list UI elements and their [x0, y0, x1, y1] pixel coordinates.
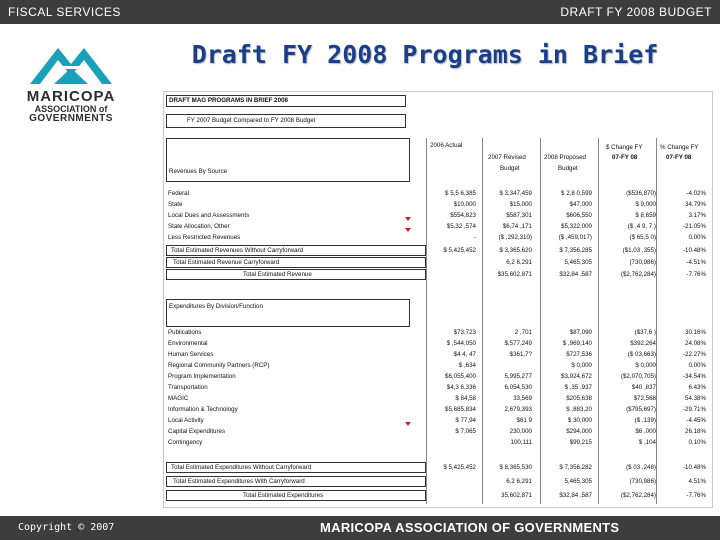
- cell-chg-dollar: (730,986): [629, 478, 656, 485]
- cell-revised: 6,054,530: [504, 384, 532, 391]
- comment-marker: [405, 228, 411, 232]
- cell-chg-pct: 0.10%: [688, 439, 706, 446]
- cell-chg-dollar: $ ,104: [638, 439, 656, 446]
- table-row: [166, 477, 710, 486]
- cell-chg-dollar: $ 9,000: [635, 201, 656, 208]
- cell-revised: $,577,249: [504, 340, 532, 347]
- col-chg-dollar-1: $ Change FY: [606, 144, 643, 151]
- cell-revised: 100,111: [510, 439, 532, 446]
- col-proposed-1: 2008 Proposed: [544, 154, 586, 161]
- cell-chg-pct: 24.08%: [685, 340, 706, 347]
- cell-revised: 230,000: [509, 428, 532, 435]
- copyright: Copyright © 2007: [18, 522, 115, 533]
- section-label: FISCAL SERVICES: [8, 5, 121, 19]
- cell-chg-pct: -4.02%: [686, 190, 706, 197]
- cell-proposed: $99,215: [569, 439, 592, 446]
- table-row: [166, 372, 710, 381]
- cell-revised: 35,602,871: [501, 492, 532, 499]
- cell-revised: 2 ,701: [514, 329, 532, 336]
- cell-proposed: $205,638: [566, 395, 592, 402]
- cell-chg-pct: -10.48%: [682, 464, 706, 471]
- cell-proposed: $ 0,000: [571, 362, 592, 369]
- revenues-title: Revenues By Source: [169, 168, 228, 175]
- cell-chg-pct: 34.79%: [685, 201, 706, 208]
- table-row: [166, 463, 710, 472]
- table-row: [166, 246, 710, 255]
- cell-actual: $10,000: [453, 201, 476, 208]
- cell-proposed: $ 30,000: [567, 417, 592, 424]
- row-label: Federal: [168, 190, 189, 197]
- cell-revised: $6,74 ,171: [502, 223, 532, 230]
- row-label: MAGIC: [168, 395, 189, 402]
- cell-chg-dollar: $ 0,000: [635, 362, 656, 369]
- cell-proposed: $ ,969,140: [562, 340, 592, 347]
- row-label: Total Estimated Expenditures: [243, 492, 324, 499]
- cell-chg-pct: -22.27%: [682, 351, 706, 358]
- row-label: Publications: [168, 329, 202, 336]
- cell-proposed: 5,465,305: [564, 259, 592, 266]
- cell-revised: $ 3,347,459: [499, 190, 532, 197]
- cell-chg-dollar: $6 ,000: [635, 428, 656, 435]
- cell-chg-pct: 0.00%: [688, 362, 706, 369]
- cell-chg-dollar: $392,264: [630, 340, 656, 347]
- col-chg-pct-1: % Change FY: [660, 144, 699, 151]
- col-chg-pct-2: 07-FY 08: [666, 154, 692, 161]
- cell-actual: $ 77,94: [455, 417, 476, 424]
- cell-revised: 2,679,393: [504, 406, 532, 413]
- row-label: Local Activity: [168, 417, 204, 424]
- cell-proposed: 5,465,305: [564, 478, 592, 485]
- sheet-heading: DRAFT MAG PROGRAMS IN BRIEF 2008: [169, 97, 288, 104]
- row-label: Human Services: [168, 351, 214, 358]
- cell-proposed: $ ,35 ,937: [564, 384, 592, 391]
- row-label: Total Estimated Expenditures With Carryforward: [173, 478, 305, 485]
- cell-proposed: $ 7,356,285: [559, 247, 592, 254]
- cell-chg-pct: 6.43%: [688, 384, 706, 391]
- logo-line-1: MARICOPA: [26, 88, 116, 105]
- cell-chg-dollar: $40 ,837: [631, 384, 656, 391]
- cell-revised: $ 8,365,530: [499, 464, 532, 471]
- cell-proposed: $47,000: [569, 201, 592, 208]
- row-label: Capital Expenditures: [168, 428, 226, 435]
- cell-proposed: $32,84 ,587: [559, 492, 592, 499]
- table-row: [166, 361, 710, 370]
- table-row: [166, 270, 710, 279]
- cell-chg-pct: 3.17%: [688, 212, 706, 219]
- cell-chg-pct: 54.38%: [685, 395, 706, 402]
- comment-marker: [405, 217, 411, 221]
- cell-chg-dollar: ($1,03 ,355): [622, 247, 656, 254]
- cell-revised: $587,301: [506, 212, 532, 219]
- table-row: [166, 222, 710, 231]
- cell-actual: $6,055,400: [445, 373, 476, 380]
- row-label: Contingency: [168, 439, 203, 446]
- table-row: [166, 339, 710, 348]
- row-label: Less Restricted Revenues: [168, 234, 241, 241]
- cell-revised: $361,7?: [509, 351, 532, 358]
- cell-revised: $35,602,871: [497, 271, 532, 278]
- cell-proposed: $ 2,8 0,599: [561, 190, 592, 197]
- table-row: [166, 416, 710, 425]
- cell-proposed: $ 7,356,282: [559, 464, 592, 471]
- cell-revised: 6,2 6,291: [506, 259, 532, 266]
- table-row: [166, 328, 710, 337]
- cell-chg-dollar: ($ 03,663): [627, 351, 656, 358]
- col-proposed-2: Budget: [558, 165, 578, 172]
- cell-chg-pct: -4.45%: [686, 417, 706, 424]
- cell-proposed: ($ ,459,017): [558, 234, 592, 241]
- budget-spreadsheet: [163, 91, 713, 508]
- row-label: State Allocation, Other: [168, 223, 230, 230]
- cell-proposed: $32,84 ,587: [559, 271, 592, 278]
- row-label: Total Estimated Expenditures Without Carryforward: [171, 464, 312, 471]
- cell-proposed: $87,090: [569, 329, 592, 336]
- cell-chg-pct: -34.54%: [682, 373, 706, 380]
- cell-revised: 33,569: [513, 395, 532, 402]
- row-label: Total Estimated Revenue: [243, 271, 312, 278]
- cell-chg-dollar: ($ ,139): [634, 417, 656, 424]
- cell-actual: $ ,634: [458, 362, 476, 369]
- cell-proposed: $727,536: [566, 351, 592, 358]
- cell-chg-pct: 0.00%: [688, 234, 706, 241]
- row-label: Program Implementation: [168, 373, 236, 380]
- table-row: [166, 491, 710, 500]
- cell-chg-dollar: ($ 03 ,248): [626, 464, 656, 471]
- cell-proposed: $3,924,672: [561, 373, 592, 380]
- cell-chg-dollar: $72,568: [633, 395, 656, 402]
- cell-actual: $4 4, 47: [453, 351, 476, 358]
- table-row: [166, 189, 710, 198]
- cell-revised: $15,000: [509, 201, 532, 208]
- cell-actual: -: [473, 234, 476, 241]
- budget-label: DRAFT FY 2008 BUDGET: [560, 5, 712, 19]
- cell-chg-dollar: ($2,762,284): [620, 492, 656, 499]
- cell-chg-pct: -4.51%: [686, 259, 706, 266]
- cell-actual: $ 5,5 6,385: [445, 190, 476, 197]
- row-label: Information & Technology: [168, 406, 238, 413]
- row-label: State: [168, 201, 183, 208]
- cell-chg-pct: 30.16%: [685, 329, 706, 336]
- cell-revised: $61 9: [516, 417, 532, 424]
- mountain-logo-icon: [8, 40, 134, 88]
- col-revised-1: 2007 Revised: [488, 154, 526, 161]
- cell-revised: 5,995,277: [504, 373, 532, 380]
- cell-chg-pct: -29.71%: [682, 406, 706, 413]
- col-chg-dollar-2: 07-FY 08: [612, 154, 638, 161]
- cell-actual: $5,32 ,574: [446, 223, 476, 230]
- cell-chg-dollar: ($ 65,5 0): [629, 234, 656, 241]
- comment-marker: [405, 422, 411, 426]
- cell-proposed: $ ,883,20: [566, 406, 592, 413]
- exp-title-box: [166, 299, 410, 327]
- cell-chg-dollar: $ 8,659: [635, 212, 656, 219]
- page-title: Draft FY 2008 Programs in Brief: [191, 40, 659, 69]
- cell-actual: $ 84,58: [455, 395, 476, 402]
- table-row: [166, 211, 710, 220]
- cell-actual: $ 5,425,452: [443, 247, 476, 254]
- table-row: [166, 438, 710, 447]
- footer-org-name: MARICOPA ASSOCIATION OF GOVERNMENTS: [320, 520, 620, 535]
- table-row: [166, 200, 710, 209]
- cell-chg-dollar: ($37,6 ): [634, 329, 656, 336]
- col-revised-2: Budget: [500, 165, 520, 172]
- row-label: Regional Community Partners (RCP): [168, 362, 270, 369]
- cell-actual: $554,823: [450, 212, 476, 219]
- cell-actual: $ ,544,050: [446, 340, 476, 347]
- cell-chg-pct: 4.51%: [688, 478, 706, 485]
- footer-bar: [0, 516, 720, 540]
- sheet-subheading: FY 2007 Budget Compared to FY 2008 Budget: [187, 117, 316, 124]
- cell-chg-dollar: ($ ,4 9, 7 ): [627, 223, 656, 230]
- row-label: Transportation: [168, 384, 208, 391]
- expenditures-title: Expenditures By Division/Function: [169, 303, 263, 310]
- cell-proposed: $606,550: [566, 212, 592, 219]
- table-row: [166, 427, 710, 436]
- table-row: [166, 233, 710, 242]
- table-row: [166, 394, 710, 403]
- cell-chg-dollar: ($2,762,284): [620, 271, 656, 278]
- cell-revised: 6,2 6,291: [506, 478, 532, 485]
- cell-chg-pct: -21.05%: [682, 223, 706, 230]
- cell-chg-pct: -7.76%: [686, 492, 706, 499]
- cell-proposed: $294,000: [566, 428, 592, 435]
- table-row: [166, 383, 710, 392]
- cell-actual: $5,685,834: [445, 406, 476, 413]
- logo-line-2: ASSOCIATION of: [34, 104, 108, 114]
- table-row: [166, 350, 710, 359]
- table-row: [166, 258, 710, 267]
- cell-actual: $73,723: [453, 329, 476, 336]
- cell-chg-pct: 26.18%: [685, 428, 706, 435]
- col-actual: 2006 Actual: [430, 142, 463, 149]
- cell-chg-dollar: (730,986): [629, 259, 656, 266]
- cell-chg-dollar: ($795,697): [626, 406, 656, 413]
- top-bar: [0, 0, 720, 24]
- cell-revised: $ 3,365,620: [499, 247, 532, 254]
- row-label: Total Estimated Revenue Carryforward: [173, 259, 280, 266]
- rev-title-box: [166, 138, 410, 182]
- sheet-subheading-box: [166, 114, 406, 128]
- sheet-heading-box: [166, 95, 406, 107]
- cell-chg-pct: -10.48%: [682, 247, 706, 254]
- cell-actual: $4,3 6,336: [446, 384, 476, 391]
- row-label: Total Estimated Revenues Without Carryforward: [171, 247, 304, 254]
- mag-logo: [8, 40, 134, 124]
- row-label: Local Dues and Assessments: [168, 212, 250, 219]
- cell-chg-dollar: ($536,870): [626, 190, 656, 197]
- table-row: [166, 405, 710, 414]
- cell-chg-dollar: ($2,070,705): [620, 373, 656, 380]
- logo-line-3: GOVERNMENTS: [29, 113, 113, 124]
- cell-actual: $ 7,065: [455, 428, 476, 435]
- row-label: Environmental: [168, 340, 208, 347]
- cell-actual: $ 5,425,452: [443, 464, 476, 471]
- cell-revised: ($ ,292,310): [498, 234, 532, 241]
- cell-proposed: $5,322,000: [561, 223, 592, 230]
- cell-chg-pct: -7.76%: [686, 271, 706, 278]
